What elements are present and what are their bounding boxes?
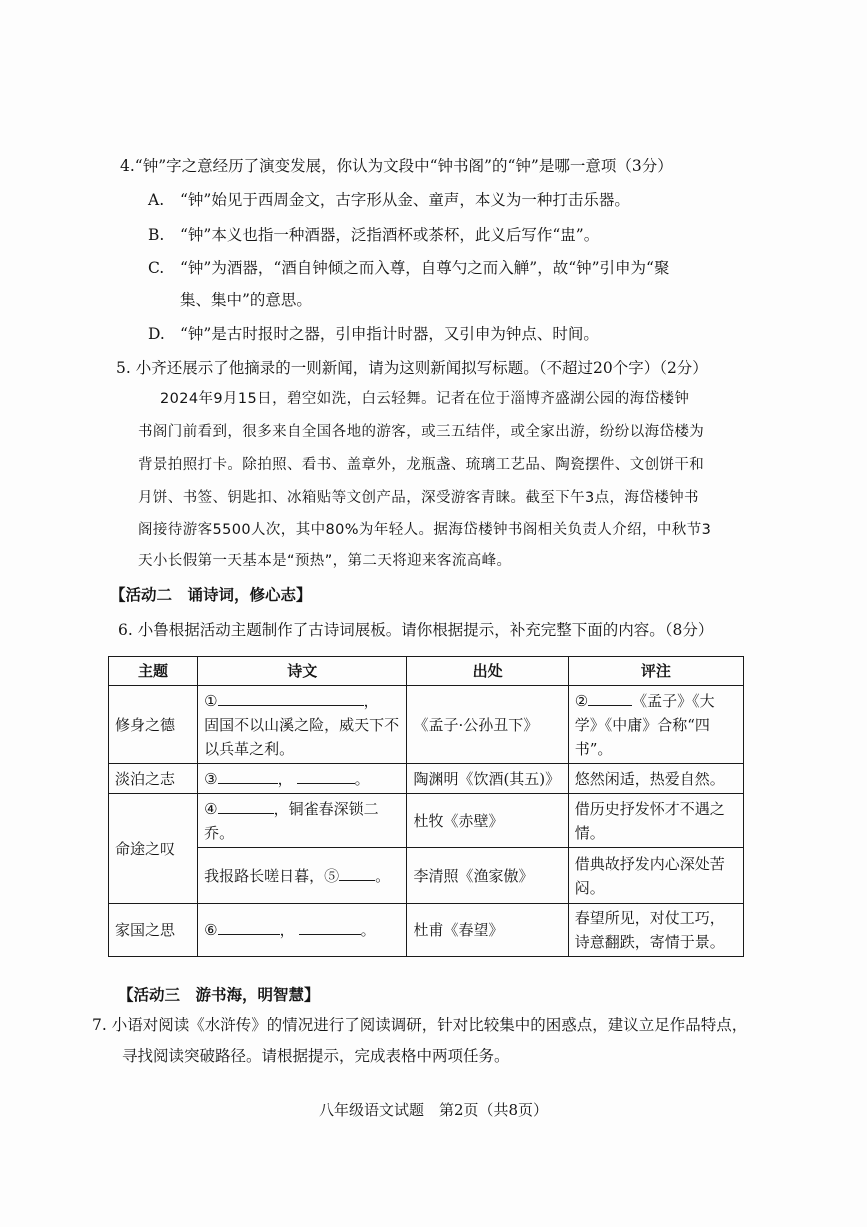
source-cell: 陶渊明《饮酒(其五)》 xyxy=(407,764,568,794)
blank-marker: ④ xyxy=(204,799,218,818)
source-cell: 杜牧《赤壁》 xyxy=(407,794,568,848)
table-row xyxy=(109,848,744,904)
blank-marker: ③ xyxy=(204,769,218,788)
q4-option-a xyxy=(148,190,630,210)
news-line: 阁接待游客5500人次，其中80%为年轻人。据海岱楼钟书阁相关负责人介绍，中秋节3 xyxy=(138,522,712,538)
header-note: 评注 xyxy=(568,657,743,686)
page-footer: 八年级语文试题 第2页（共8页） xyxy=(318,1101,549,1119)
option-letter: C. xyxy=(148,259,165,277)
theme-cell: 命途之叹 xyxy=(109,794,198,904)
news-line: 2024年9月15日，碧空如洗，白云轻舞。记者在位于淄博齐盛湖公园的海岱楼钟 xyxy=(160,391,690,407)
answer-blank[interactable] xyxy=(339,864,375,881)
source-cell: 杜甫《春望》 xyxy=(407,904,568,957)
poem-cell xyxy=(198,848,407,904)
blank-marker: ① xyxy=(204,691,218,710)
poem-cell xyxy=(198,904,407,957)
answer-blank[interactable] xyxy=(218,767,278,784)
option-letter: B. xyxy=(148,226,165,244)
q5-stem: 5. 小齐还展示了他摘录的一则新闻，请为这则新闻拟写标题。（不超过20个字）（2分） xyxy=(116,359,708,377)
q4-stem: 4.“钟”字之意经历了演变发展，你认为文段中“钟书阁”的“钟”是哪一意项（3分） xyxy=(120,157,673,175)
q7-stem-line1: 7. 小语对阅读《水浒传》的情况进行了阅读调研，针对比较集中的困惑点，建议立足作品特点， xyxy=(92,1016,748,1034)
header-source: 出处 xyxy=(407,657,568,686)
blank-marker: ⑤ xyxy=(324,866,340,885)
answer-blank[interactable] xyxy=(297,767,355,784)
news-line: 天小长假第一天基本是“预热”，第二天将迎来客流高峰。 xyxy=(138,553,512,569)
activity2-title: 【活动二 诵诗词，修心志】 xyxy=(110,585,312,604)
q4-option-c-continued xyxy=(180,290,312,310)
note-cell: 悠然闲适，热爱自然。 xyxy=(568,764,743,794)
blank-marker: ② xyxy=(574,691,589,710)
table-row xyxy=(109,686,744,764)
poem-cell xyxy=(198,764,407,794)
blank-marker: ⑥ xyxy=(204,921,218,939)
poem-text: 我报路长嗟日暮， xyxy=(204,866,325,885)
table-row xyxy=(109,764,744,794)
punctuation: 。 xyxy=(360,921,376,939)
note-cell: 借典故抒发内心深处苦闷。 xyxy=(568,848,743,904)
note-text: 《孟子》《大学》《中庸》合称“四书”。 xyxy=(574,691,715,758)
punctuation: ， xyxy=(363,691,379,710)
option-text: “钟”为酒器，“酒自钟倾之而入尊，自尊勺之而入觯”，故“钟”引申为“聚 xyxy=(180,259,670,277)
option-letter: D. xyxy=(148,325,165,343)
poem-text: 固国不以山溪之险，威天下不以兵革之利。 xyxy=(204,715,400,758)
q4-option-b xyxy=(148,225,599,245)
note-cell: 借历史抒发怀才不遇之情。 xyxy=(568,794,743,848)
table-row xyxy=(109,794,744,848)
source-cell: 李清照《渔家傲》 xyxy=(407,848,568,904)
theme-cell: 淡泊之志 xyxy=(109,764,198,794)
option-text: 集、集中”的意思。 xyxy=(180,291,312,309)
table-header-row xyxy=(109,657,744,686)
theme-cell: 家国之思 xyxy=(109,904,198,957)
answer-blank[interactable] xyxy=(218,918,280,935)
punctuation: 。 xyxy=(375,866,391,885)
source-cell: 《孟子·公孙丑下》 xyxy=(407,686,568,764)
poem-table xyxy=(108,656,744,957)
punctuation: 。 xyxy=(354,769,370,788)
q6-stem: 6. 小鲁根据活动主题制作了古诗词展板。请你根据提示，补充完整下面的内容。（8分） xyxy=(118,621,714,639)
header-poem: 诗文 xyxy=(198,657,407,686)
table-row xyxy=(109,904,744,957)
option-text: “钟”是古时报时之器，引申指计时器，又引申为钟点、时间。 xyxy=(180,325,599,343)
option-letter: A. xyxy=(148,191,165,209)
option-text: “钟”本义也指一种酒器，泛指酒杯或茶杯，此义后写作“盅”。 xyxy=(180,226,600,244)
news-line: 背景拍照打卡。除拍照、看书、盖章外，龙瓶盏、琉璃工艺品、陶瓷摆件、文创饼干和 xyxy=(138,457,705,473)
q7-stem-line2: 寻找阅读突破路径。请根据提示，完成表格中两项任务。 xyxy=(122,1047,510,1065)
option-text: “钟”始见于西周金文，古字形从金、童声，本义为一种打击乐器。 xyxy=(180,191,630,209)
answer-blank[interactable] xyxy=(218,689,364,706)
punctuation: ， xyxy=(279,921,295,939)
answer-blank[interactable] xyxy=(299,918,361,935)
news-line: 书阁门前看到，很多来自全国各地的游客，或三五结伴，或全家出游，纷纷以海岱楼为 xyxy=(138,424,705,440)
theme-cell: 修身之德 xyxy=(109,686,198,764)
activity3-title: 【活动三 游书海，明智慧】 xyxy=(118,985,320,1004)
poem-cell xyxy=(198,794,407,848)
news-line: 月饼、书签、钥匙扣、冰箱贴等文创产品，深受游客青睐。截至下午3点，海岱楼钟书 xyxy=(138,490,699,506)
answer-blank[interactable] xyxy=(588,689,632,706)
punctuation: ， xyxy=(277,769,293,788)
answer-blank[interactable] xyxy=(218,797,274,814)
q4-option-d xyxy=(148,324,599,344)
poem-cell xyxy=(198,686,407,764)
note-cell xyxy=(568,686,743,764)
header-theme: 主题 xyxy=(109,657,198,686)
note-cell: 春望所见，对仗工巧，诗意翻跌，寄情于景。 xyxy=(568,904,743,957)
q4-option-c xyxy=(148,258,669,278)
poem-text: ，铜雀春深锁二乔。 xyxy=(204,799,379,842)
